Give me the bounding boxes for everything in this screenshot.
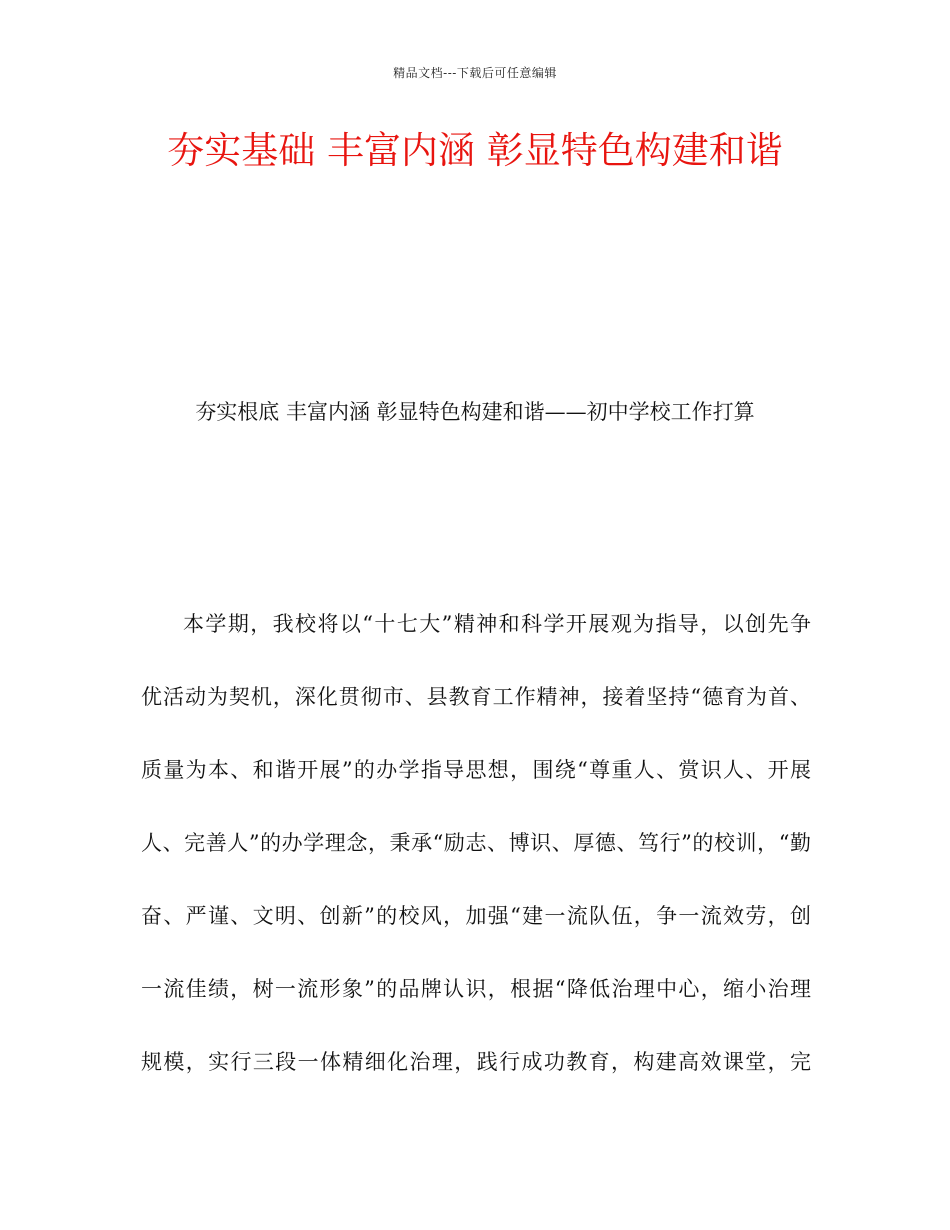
document-subtitle: 夯实根底 丰富内涵 彰显特色构建和谐——初中学校工作打算 [195, 400, 755, 424]
body-line: 一流佳绩，树一流形象”的品牌认识，根据“降低治理中心，缩小治理 [141, 977, 811, 1001]
body-line: 优活动为契机，深化贯彻市、县教育工作精神，接着坚持“德育为首、 [141, 685, 811, 709]
body-line: 奋、严谨、文明、创新”的校风，加强“建一流队伍，争一流效劳，创 [141, 904, 811, 928]
body-paragraph [141, 604, 811, 1115]
body-line: 规模，实行三段一体精细化治理，践行成功教育，构建高效课堂，完 [141, 1050, 811, 1074]
body-line: 本学期，我校将以“十七大”精神和科学开展观为指导，以创先争 [183, 612, 811, 636]
body-line: 质量为本、和谐开展”的办学指导思想，围绕“尊重人、赏识人、开展 [141, 758, 811, 782]
header-note: 精品文档---下载后可任意编辑 [393, 66, 557, 80]
body-line: 人、完善人”的办学理念，秉承“励志、博识、厚德、笃行”的校训，“勤 [141, 831, 811, 855]
page-title: 夯实基础 丰富内涵 彰显特色构建和谐 [167, 129, 783, 172]
